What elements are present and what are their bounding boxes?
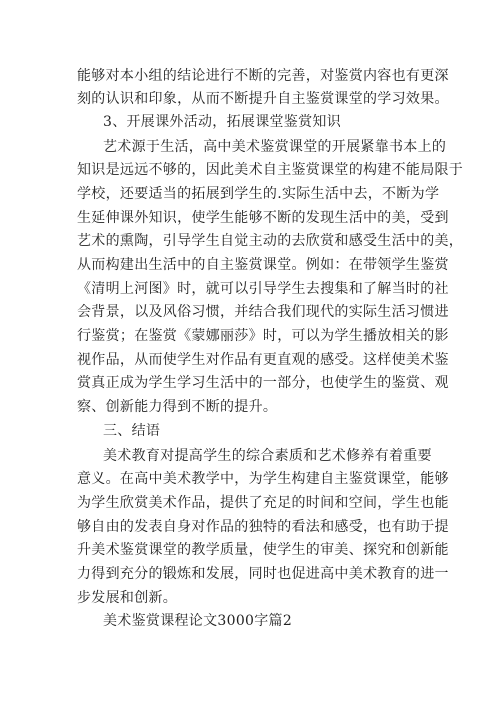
paragraph-line: 升美术鉴赏课堂的教学质量，使学生的审美、探究和创新能 (77, 542, 449, 558)
paragraph-line: 意义。在高中美术教学中，为学生构建自主鉴赏课堂，能够 (77, 471, 449, 487)
paragraph-line: 艺术源于生活，高中美术鉴赏课堂的开展紧靠书本上的 (103, 139, 447, 155)
paragraph-line: 步发展和创新。 (77, 590, 178, 606)
paragraph-line: 力得到充分的锻炼和发展，同时也促进高中美术教育的进一 (77, 566, 449, 582)
paragraph-line: 刻的认识和印象，从而不断提升自主鉴赏课堂的学习效果。 (77, 91, 449, 107)
paragraph-line: 艺术的熏陶，引导学生自觉主动的去欣赏和感受生活中的美， (77, 233, 464, 249)
paragraph-line: 察、创新能力得到不断的提升。 (77, 399, 278, 415)
paragraph-line: 会背景，以及风俗习惯，并结合我们现代的实际生活习惯进 (77, 304, 449, 320)
paragraph-line: 《清明上河图》时，就可以引导学生去搜集和了解当时的社 (77, 281, 449, 297)
paragraph-line: 学校，还要适当的拓展到学生的.实际生活中去，不断为学 (77, 186, 440, 202)
paragraph-line: 美术教育对提高学生的综合素质和艺术修养有着重要 (103, 448, 432, 464)
paragraph-line: 从而构建出生活中的自主鉴赏课堂。例如：在带领学生鉴赏 (77, 257, 449, 273)
paragraph-line: 为学生欣赏美术作品，提供了充足的时间和空间，学生也能 (77, 495, 449, 511)
paragraph-line: 赏真正成为学生学习生活中的一部分，也使学生的鉴赏、观 (77, 375, 449, 391)
next-article-title: 美术鉴赏课程论文3000字篇2 (103, 613, 293, 629)
paragraph-line: 够自由的发表自身对作品的独特的看法和感受，也有助于提 (77, 519, 449, 535)
paragraph-line: 知识是远远不够的，因此美术自主鉴赏课堂的构建不能局限于 (77, 162, 464, 178)
paragraph-line: 行鉴赏；在鉴赏《蒙娜丽莎》时，可以为学生播放相关的影 (77, 328, 449, 344)
section-heading: 三、结语 (103, 423, 161, 439)
paragraph-line: 能够对本小组的结论进行不断的完善，对鉴赏内容也有更深 (77, 68, 449, 84)
paragraph-line: 视作品，从而使学生对作品有更直观的感受。这样使美术鉴 (77, 352, 449, 368)
paragraph-line: 生延伸课外知识，使学生能够不断的发现生活中的美，受到 (77, 210, 449, 226)
section-heading: 3、开展课外活动，拓展课堂鉴赏知识 (103, 114, 342, 130)
